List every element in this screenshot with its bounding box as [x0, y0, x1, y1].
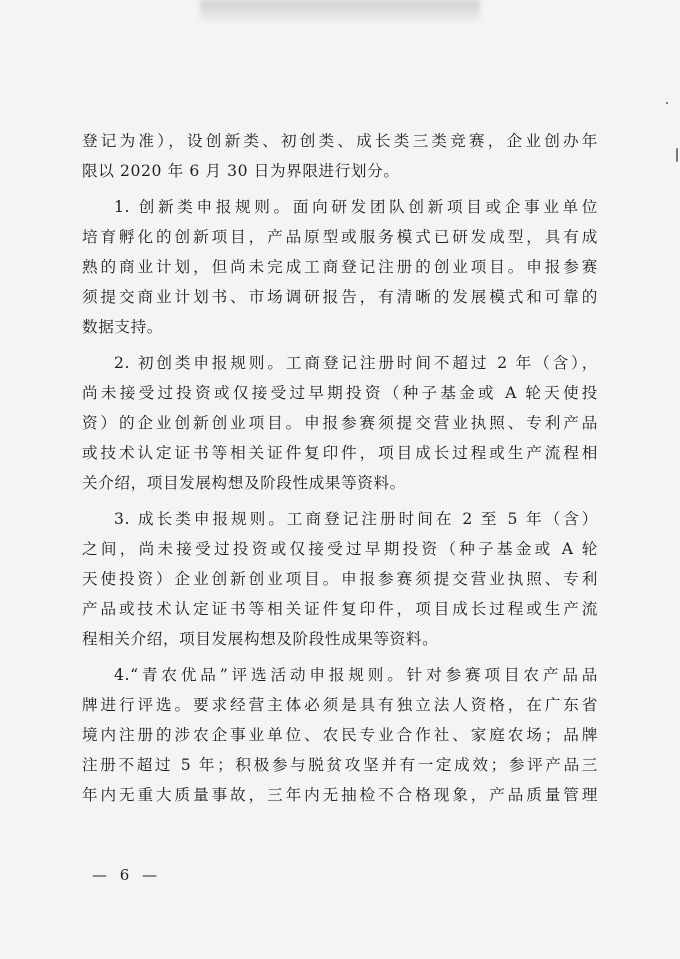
text-line: 须提交商业计划书、市场调研报告，有清晰的发展模式和可靠的: [82, 288, 598, 306]
text-line: 关介绍，项目发展构想及阶段性成果等资料。: [82, 474, 406, 492]
text-line: 1. 创新类申报规则。面向研发团队创新项目或企事业单位: [114, 198, 598, 216]
text-line: 程相关介绍，项目发展构想及阶段性成果等资料。: [82, 630, 439, 648]
text-line: 天使投资）企业创新创业项目。申报参赛须提交营业执照、专利: [82, 570, 598, 588]
text-line: 熟的商业计划，但尚未完成工商登记注册的创业项目。申报参赛: [82, 258, 598, 276]
text-line: 4.“青农优品”评选活动申报规则。针对参赛项目农产品品: [114, 666, 598, 684]
text-line: 产品或技术认定证书等相关证件复印件，项目成长过程或生产流: [82, 600, 598, 618]
text-line: 限以 2020 年 6 月 30 日为界限进行划分。: [82, 162, 400, 180]
text-line: 尚未接受过投资或仅接受过早期投资（种子基金或 A 轮天使投: [82, 384, 598, 402]
page-number: — 6 —: [92, 866, 162, 884]
scan-speck: [666, 102, 668, 104]
paragraph-innovation-rules: [82, 192, 598, 342]
paragraph-quality-products-rules: [82, 660, 598, 810]
text-line: 3. 成长类申报规则。工商登记注册时间在 2 至 5 年（含）: [114, 510, 598, 528]
text-line: 注册不超过 5 年；积极参与脱贫攻坚并有一定成效；参评产品三: [82, 756, 598, 774]
text-line: 登记为准），设创新类、初创类、成长类三类竞赛，企业创办年: [82, 132, 598, 150]
paragraph-continuation: [82, 126, 598, 186]
scan-shadow: [200, 0, 480, 24]
text-line: 年内无重大质量事故，三年内无抽检不合格现象，产品质量管理: [82, 786, 598, 804]
text-line: 2. 初创类申报规则。工商登记注册时间不超过 2 年（含），: [114, 354, 598, 372]
text-line: 牌进行评选。要求经营主体必须是具有独立法人资格，在广东省: [82, 696, 598, 714]
text-line: 资）的企业创新创业项目。申报参赛须提交营业执照、专利产品: [82, 414, 598, 432]
text-line: 数据支持。: [82, 318, 163, 336]
text-line: 或技术认定证书等相关证件复印件，项目成长过程或生产流程相: [82, 444, 598, 462]
text-line: 之间，尚未接受过投资或仅接受过早期投资（种子基金或 A 轮: [82, 540, 598, 558]
paragraph-startup-rules: [82, 348, 598, 498]
paragraph-growth-rules: [82, 504, 598, 654]
text-line: 境内注册的涉农企事业单位、农民专业合作社、家庭农场；品牌: [82, 726, 598, 744]
document-body: [82, 126, 598, 816]
text-line: 培育孵化的创新项目，产品原型或服务模式已研发成型，具有成: [82, 228, 598, 246]
scan-speck: [676, 148, 678, 162]
